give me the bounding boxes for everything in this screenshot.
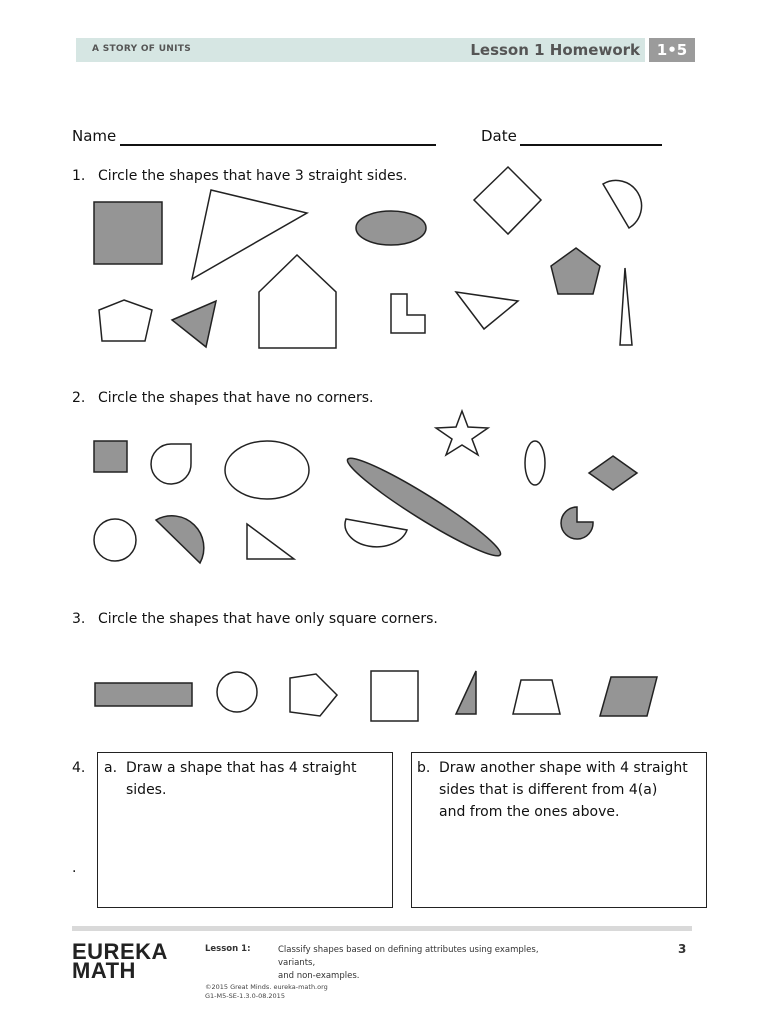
q1-house-pentagon[interactable] (259, 255, 336, 348)
q2-long-gray-ellipse[interactable] (341, 449, 506, 565)
question-3-text: Circle the shapes that have only square corners. (98, 611, 438, 627)
lesson-title: Lesson 1 Homework (470, 41, 640, 59)
q1-gray-triangle[interactable] (172, 301, 216, 347)
question-1-number: 1. (72, 168, 86, 184)
footer-description (278, 944, 578, 983)
footer-copyright-block (205, 983, 328, 1001)
footer-rule (72, 926, 692, 931)
q1-white-pentagon[interactable] (99, 300, 152, 341)
logo-line-1: EUREKA (72, 939, 168, 964)
q3-gray-triangle[interactable] (456, 671, 476, 714)
page-number: 3 (678, 942, 687, 956)
q2-tall-oval[interactable] (525, 441, 545, 485)
box-b-letter: b. (417, 760, 431, 776)
question-3-number: 3. (72, 611, 86, 627)
q2-half-moon[interactable] (345, 519, 407, 547)
q1-l-shape[interactable] (391, 294, 425, 333)
footer-description-line2: and non-examples. (278, 971, 360, 981)
q2-right-triangle[interactable] (247, 524, 294, 559)
q3-circle[interactable] (217, 672, 257, 712)
box-a-line1: Draw a shape that has 4 straight (126, 760, 357, 776)
footer-copyright: ©2015 Great Minds. eureka-math.org (205, 983, 328, 991)
box-b-line3: and from the ones above. (439, 804, 620, 820)
q1-gray-square[interactable] (94, 202, 162, 264)
q2-gray-square[interactable] (94, 441, 127, 472)
q1-gray-oval[interactable] (356, 211, 426, 245)
date-label: Date (481, 127, 517, 145)
q3-parallelogram[interactable] (600, 677, 657, 716)
question-2-text: Circle the shapes that have no corners. (98, 390, 374, 406)
footer-doc-code: G1-M5-SE-1.3.0-08.2015 (205, 992, 285, 1000)
q2-circle[interactable] (94, 519, 136, 561)
lesson-code-badge: 1•5 (649, 38, 695, 62)
question-2-number: 2. (72, 390, 86, 406)
eureka-math-logo (72, 939, 168, 983)
series-title: A STORY OF UNITS (92, 44, 192, 54)
q3-trapezoid[interactable] (513, 680, 560, 714)
q3-pentagon[interactable] (290, 674, 337, 716)
q2-star[interactable] (436, 411, 488, 455)
q2-gray-half-circle[interactable] (156, 516, 204, 563)
box-a-letter: a. (104, 760, 118, 776)
q1-small-triangle[interactable] (456, 292, 518, 329)
name-label: Name (72, 127, 117, 145)
question-1-text: Circle the shapes that have 3 straight sides. (98, 168, 408, 184)
box-b-line1: Draw another shape with 4 straight (439, 760, 688, 776)
question-4-dot: . (72, 860, 77, 876)
q3-rectangle[interactable] (95, 683, 192, 706)
logo-line-2: MATH (72, 958, 136, 983)
q1-thin-triangle[interactable] (620, 268, 632, 345)
q1-gray-pentagon[interactable] (551, 248, 600, 294)
footer-lesson-label: Lesson 1: (205, 944, 251, 954)
box-b-line2: sides that is different from 4(a) (439, 782, 658, 798)
q2-teardrop[interactable] (151, 444, 191, 484)
q1-semicircle[interactable] (603, 180, 642, 228)
footer-description-line1: Classify shapes based on defining attributes using examples, variants, (278, 945, 539, 968)
q2-white-oval[interactable] (225, 441, 309, 499)
q2-gray-diamond[interactable] (589, 456, 637, 490)
q3-square[interactable] (371, 671, 418, 721)
box-a-line2: sides. (126, 782, 167, 798)
q2-pacman[interactable] (561, 507, 593, 539)
question-4-number: 4. (72, 760, 86, 776)
q1-tilted-square[interactable] (474, 167, 541, 234)
